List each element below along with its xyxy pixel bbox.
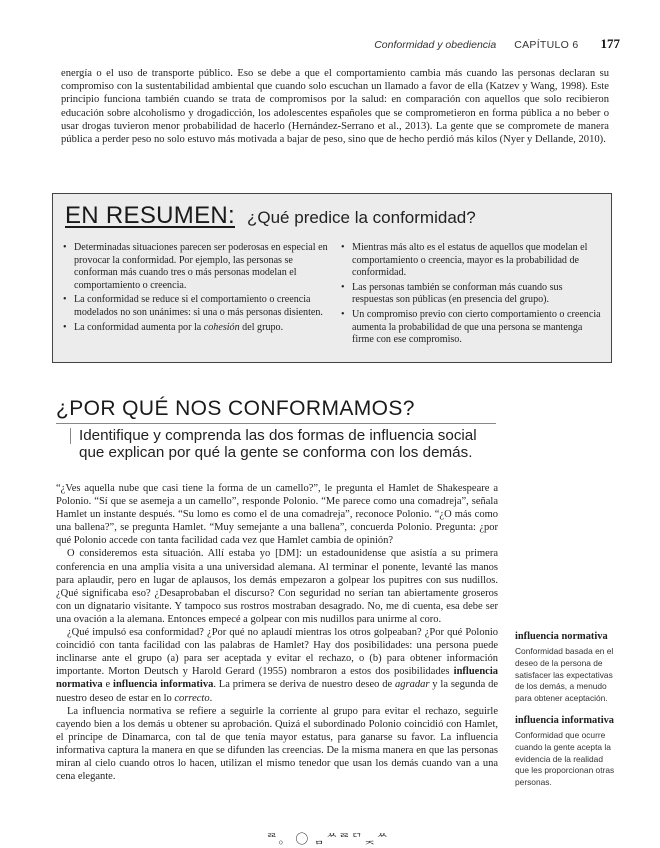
glossary-normative	[515, 631, 618, 705]
section-title: ¿POR QUÉ NOS CONFORMAMOS?	[56, 397, 415, 420]
running-head-chapter: CAPÍTULO 6	[514, 39, 579, 51]
glossary-definition: Conformidad que ocurre cuando la gente acepta la evidencia de la realidad que les proporcionan otras personas.	[515, 730, 615, 788]
glossary-informative	[515, 715, 618, 789]
body-paragraph: O consideremos esta situación. Allí estaba yo [DM]: un estadounidense que asistía a su primera conferencia en una amplia visita a una universidad alemana. Al terminar el ponente, levanté las manos para aplaudir, pero en lugar de aplausos, los demás empezaron a golpear los pupitres con sus nudillos. ¿Qué significaba eso? ¿Desaprobaban el discurso? Con seguridad no serían tan abiertamente groseros con un dignatario visitante. Y tampoco sus rostros mostraban desagrado. No, me di cuenta, esa debe ser una ovación a la alemana. Entonces empecé a golpear con mis nudillos para unirme al coro.	[56, 548, 498, 625]
learning-objective: Identifique y comprenda las dos formas de influencia social que explican por qué la gente se conforma con los demás.	[79, 427, 477, 462]
summary-item: • Determinadas situaciones parecen ser poderosas en especial en provocar la conformidad. Por ejemplo, las personas se conforman más cuando tres o más personas modelan el comportamiento o creencia.	[63, 242, 329, 292]
body-text: y la segunda de nuestro deseo de estar en lo	[56, 679, 499, 704]
glossary-term: influencia normativa	[515, 631, 608, 642]
body-text: . La primera se deriva de nuestro deseo de	[213, 679, 395, 691]
section-divider	[56, 423, 496, 424]
glossary-term: influencia informativa	[515, 715, 614, 726]
body-text: e	[102, 679, 114, 691]
summary-item: • La conformidad se reduce si el comportamiento o creencia modelados no son unánimes: si una o más personas disienten.	[63, 294, 329, 319]
main-text	[56, 482, 498, 783]
glossary-definition: Conformidad basada en el deseo de la persona de satisfacer las expectativas de los demás, a menudo para obtener aceptación.	[515, 646, 614, 704]
summary-list-right	[341, 242, 603, 349]
summary-item	[63, 322, 329, 335]
summary-item-text: del grupo.	[239, 321, 284, 333]
running-head	[374, 36, 620, 52]
page-number: 177	[600, 36, 620, 51]
intro-paragraph: energía o el uso de transporte público. Eso se debe a que el comportamiento cambia más cuando las personas declaran su compromiso con la sustentabilidad ambiental que cuando solo escuchan un llamado a favor de ella (Katzev y Wang, 1998). Este principio funciona también cuando se trata de compromisos por la salud: en comparación con aquellos que solo recibieron educación sobre alcoholismo y drogadicción, los adolescentes españoles que se comprometieron en forma pública a no beber o usar drogas tuvieron menor probabilidad de hacerlo (Hernández-Serrano et al., 2013). La gente que se compromete de manera pública a perder peso no solo estuvo más motivada a bajar de peso, sino que de hecho perdió más kilos (Nyer y Dellande, 2010).	[61, 68, 609, 146]
summary-item: • Un compromiso previo con cierto comportamiento o creencia aumenta la probabilidad de que una persona se mantenga firme con ese compromiso.	[341, 309, 603, 347]
running-head-section: Conformidad y obediencia	[374, 39, 497, 51]
body-emphasis: correcto	[174, 692, 210, 704]
key-term: influencia normativa	[56, 666, 498, 691]
body-paragraph: “¿Ves aquella nube que casi tiene la forma de un camello?”, le pregunta el Hamlet de Shakespeare a Polonio. “Sí que se asemeja a un camello”, responde Polonio. “Me parece como una comadreja”, señala Hamlet un instante después. “Su lomo es como el de una comadreja”, reconoce Polonio. “¿O más como una ballena?”, se pregunta Hamlet. “Muy semejante a una ballena”, concuerda Polonio. Pregunta: ¿por qué Polonio accede con tanta facilidad cada vez que Hamlet cambia de opinión?	[56, 483, 498, 547]
body-emphasis: agradar	[395, 679, 430, 691]
summary-list-left	[63, 242, 329, 336]
summary-item-text: La conformidad aumenta por la	[74, 321, 204, 333]
body-paragraph: La influencia normativa se refiere a seguirle la corriente al grupo para evitar el rechazo, seguirle cayendo bien a los demás u obtener su aprobación. Quizá el subordinado Polonio coincidió con Hamlet, el príncipe de Dinamarca, con tal de que tenía mayor estatus, para ganarse su favor. La influencia informativa captura la manera en que se difunden las creencias. De la misma manera en que las personas miran al cielo cuando otros lo hacen, utilizan el mismo tenedor que usan los demás cuando van a una cena elegante.	[56, 705, 498, 783]
summary-item: • Las personas también se conforman más cuando sus respuestas son públicas (en presencia del grupo).	[341, 282, 603, 307]
summary-label: EN RESUMEN:	[65, 202, 235, 229]
footer-watermark: ᄙ。 ◯ ᆷᄊᄙᄗᆽᄊ	[266, 832, 389, 846]
summary-item: • Mientras más alto es el estatus de aquellos que modelan el comportamiento o creencia, mayor es la probabilidad de conformidad.	[341, 242, 603, 280]
body-text: ¿Qué impulsó esa conformidad? ¿Por qué no aplaudí mientras los otros golpeaban? ¿Por qué Polonio coincidió con tanta facilidad con las palabras de Hamlet? Hay dos posibilidades: una persona puede inclinarse ante el grupo (a) para ser aceptada y evitar el rechazo, o (b) para obtener información importante. Morton Deutsch y Harold Gerard (1955) nombraron a estos dos posibilidades	[56, 627, 498, 678]
summary-item-emphasis: cohesión	[203, 321, 240, 333]
summary-heading	[65, 202, 476, 230]
key-term: influencia informativa	[113, 679, 214, 691]
body-text: .	[209, 692, 213, 704]
body-paragraph	[56, 626, 498, 705]
objective-bracket	[70, 428, 76, 444]
summary-box	[52, 193, 612, 363]
summary-title: ¿Qué predice la conformidad?	[247, 208, 476, 227]
